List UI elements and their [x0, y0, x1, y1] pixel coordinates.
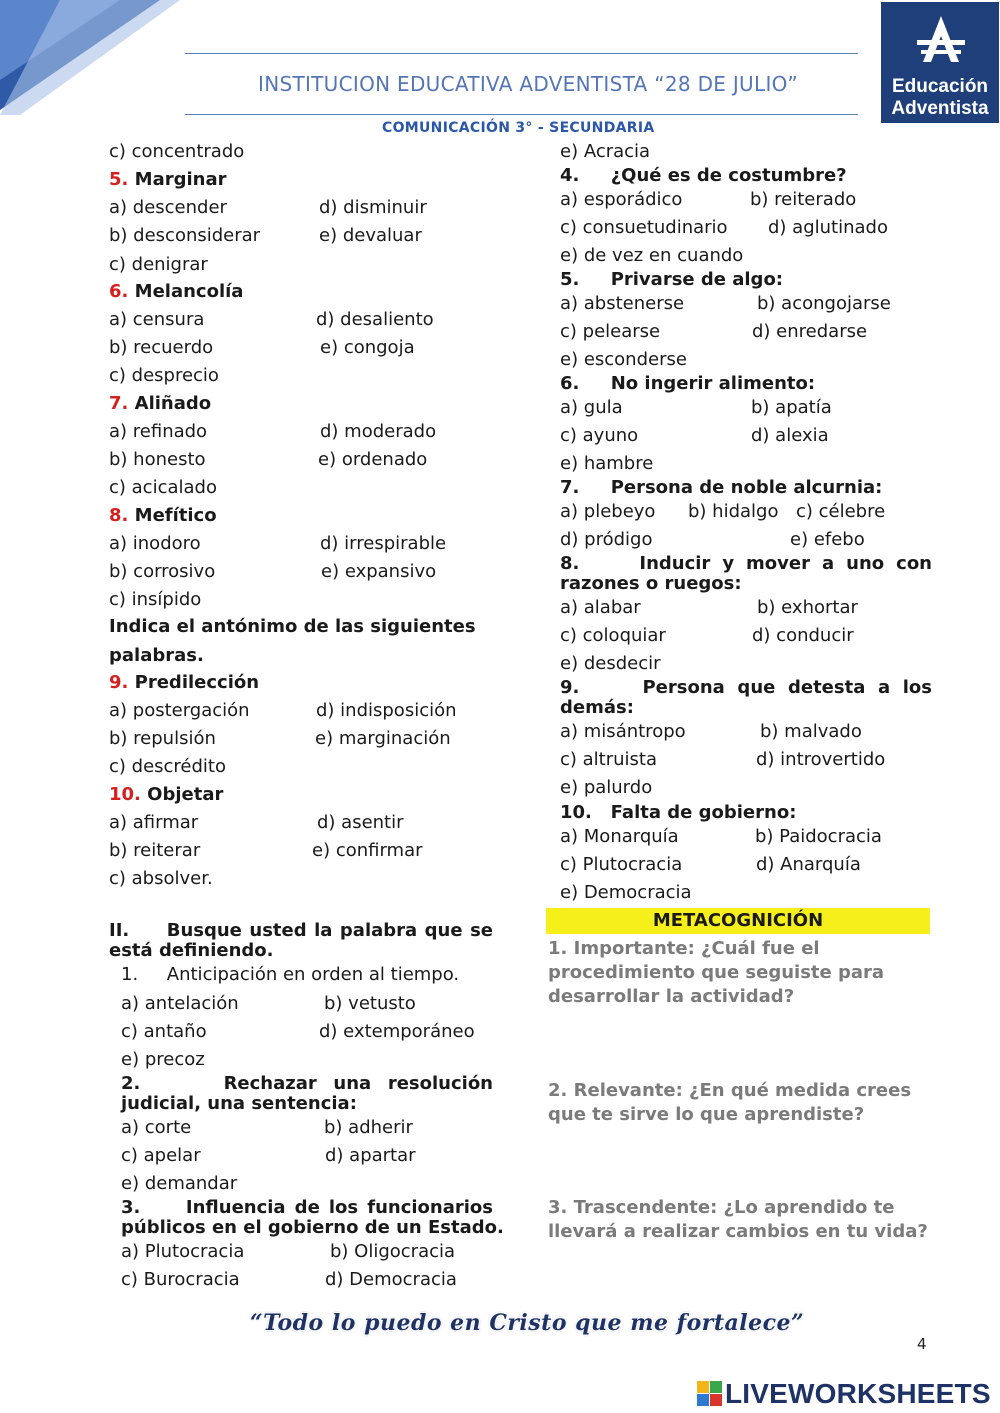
option-e: e) efebo	[790, 529, 865, 550]
option-d: d) aglutinado	[768, 217, 888, 238]
option-a: a) corte	[121, 1117, 192, 1138]
option-c: c) célebre	[796, 501, 886, 522]
option-c: c) descrédito	[109, 756, 226, 777]
question-number: 8.	[109, 505, 129, 526]
metacognition-q1-line1: 1. Importante: ¿Cuál fue el	[548, 938, 820, 959]
education-logo	[881, 2, 999, 123]
question-number: 7.	[109, 393, 129, 414]
liveworksheets-logo-icon	[697, 1381, 723, 1407]
question-word: Mefítico	[134, 505, 217, 526]
option-e: e) palurdo	[560, 777, 653, 798]
motto-banner: “Todo lo puedo en Cristo que me fortalece”	[250, 1310, 805, 1336]
option-a: a) alabar	[560, 597, 641, 618]
question-heading: 7. Persona de noble alcurnia:	[560, 477, 883, 498]
option-b: b) recuerdo	[109, 337, 214, 358]
question-line2: demás:	[560, 697, 634, 718]
metacognition-q1-line3: desarrollar la actividad?	[548, 986, 795, 1007]
option-a: a) gula	[560, 397, 623, 418]
option-d: d) introvertido	[756, 749, 886, 770]
option-e: e) de vez en cuando	[560, 245, 744, 266]
question-heading	[109, 505, 217, 527]
definition-line2: judicial, una sentencia:	[121, 1093, 357, 1114]
option-d: d) extemporáneo	[319, 1021, 475, 1042]
option-a: a) censura	[109, 309, 205, 330]
definition-line1: 2. Rechazar una resolución	[121, 1073, 493, 1094]
option-a: a) Monarquía	[560, 826, 679, 847]
section-2-title-line2: está definiendo.	[109, 940, 274, 961]
option-c: c) absolver.	[109, 868, 213, 889]
question-heading	[109, 393, 211, 415]
header-line-top	[185, 53, 858, 54]
option-b: b) reiterado	[750, 189, 857, 210]
antonym-instruction-line1: Indica el antónimo de las siguientes	[109, 616, 476, 637]
option-b: b) adherir	[324, 1117, 413, 1138]
option-d: d) disminuir	[319, 197, 427, 218]
question-heading	[109, 169, 226, 191]
option-b: b) hidalgo	[688, 501, 779, 522]
option-b: b) repulsión	[109, 728, 216, 749]
liveworksheets-text: LIVEWORKSHEETS	[725, 1378, 991, 1409]
question-line1: 9. Persona que detesta a los	[560, 677, 932, 698]
option-e: e) congoja	[320, 337, 415, 358]
question-line2: razones o ruegos:	[560, 573, 742, 594]
metacognition-q2-line1: 2. Relevante: ¿En qué medida crees	[548, 1080, 912, 1101]
option-d: d) indisposición	[316, 700, 457, 721]
option-a: a) abstenerse	[560, 293, 685, 314]
question-line1: 8. Inducir y mover a uno con	[560, 553, 932, 574]
option-c: c) denigrar	[109, 254, 208, 275]
antonym-instruction-line2: palabras.	[109, 645, 204, 666]
metacognition-q2-line2: que te sirve lo que aprendiste?	[548, 1104, 865, 1125]
option-c: c) Burocracia	[121, 1269, 240, 1290]
header-line-bottom	[185, 114, 858, 115]
option-b: b) exhortar	[757, 597, 858, 618]
option-e: e) demandar	[121, 1173, 238, 1194]
option-b: b) Oligocracia	[330, 1241, 456, 1262]
corner-decoration	[0, 0, 180, 115]
option-c: c) acicalado	[109, 477, 217, 498]
option-d: d) pródigo	[560, 529, 653, 550]
section-2-title-line1: II. Busque usted la palabra que se	[109, 920, 493, 941]
option-c: c) antaño	[121, 1021, 207, 1042]
question-word: Objetar	[147, 784, 224, 805]
option-d: d) Anarquía	[756, 854, 861, 875]
question-word: Aliñado	[134, 393, 212, 414]
logo-emblem-icon	[881, 2, 999, 72]
option-e: e) expansivo	[321, 561, 437, 582]
question-heading: 4. ¿Qué es de costumbre?	[560, 165, 847, 186]
option-b: b) reiterar	[109, 840, 201, 861]
metacognition-q1-line2: procedimiento que seguiste para	[548, 962, 885, 983]
option-b: b) acongojarse	[757, 293, 891, 314]
option-a: a) afirmar	[109, 812, 199, 833]
question-word: Melancolía	[134, 281, 244, 302]
subject-title: COMUNICACIÓN 3° - SECUNDARIA	[382, 120, 655, 136]
option-d: d) irrespirable	[320, 533, 447, 554]
option-b: b) vetusto	[324, 993, 416, 1014]
option-e: e) Acracia	[560, 141, 651, 162]
option-b: b) honesto	[109, 449, 206, 470]
option-e: e) hambre	[560, 453, 654, 474]
option-a: a) Plutocracia	[121, 1241, 245, 1262]
option-d: d) enredarse	[752, 321, 868, 342]
option-a: a) plebeyo	[560, 501, 656, 522]
question-word: Marginar	[134, 169, 227, 190]
option-a: a) misántropo	[560, 721, 686, 742]
question-heading: 5. Privarse de algo:	[560, 269, 784, 290]
option-b: b) apatía	[751, 397, 832, 418]
school-name: INSTITUCION EDUCATIVA ADVENTISTA “28 DE JULIO”	[258, 72, 798, 96]
metacognition-title: METACOGNICIÓN	[546, 908, 930, 934]
option-e: e) devaluar	[319, 225, 422, 246]
option-c: c) coloquiar	[560, 625, 666, 646]
option-b: b) corrosivo	[109, 561, 216, 582]
option-e: e) ordenado	[318, 449, 428, 470]
option-b: b) Paidocracia	[755, 826, 882, 847]
definition-line1: 3. Influencia de los funcionarios	[121, 1197, 493, 1218]
option-e: e) Democracia	[560, 882, 692, 903]
page-number: 4	[917, 1335, 927, 1353]
option-e: e) desdecir	[560, 653, 661, 674]
option-b: b) malvado	[760, 721, 862, 742]
option-a: a) antelación	[121, 993, 239, 1014]
option-c: c) altruista	[560, 749, 658, 770]
logo-line2: Adventista	[891, 98, 989, 119]
option-text: c) concentrado	[109, 141, 245, 162]
option-c: c) ayuno	[560, 425, 639, 446]
option-a: a) postergación	[109, 700, 250, 721]
option-d: d) asentir	[317, 812, 404, 833]
option-d: d) moderado	[320, 421, 437, 442]
option-e: e) confirmar	[312, 840, 423, 861]
option-a: a) inodoro	[109, 533, 201, 554]
logo-line1: Educación	[891, 76, 989, 97]
option-e: e) marginación	[315, 728, 451, 749]
option-c: c) desprecio	[109, 365, 219, 386]
option-e: e) esconderse	[560, 349, 687, 370]
option-b: b) desconsiderar	[109, 225, 261, 246]
question-heading: 6. No ingerir alimento:	[560, 373, 816, 394]
question-heading	[109, 672, 259, 694]
option-c: c) pelearse	[560, 321, 661, 342]
question-number: 9.	[109, 672, 129, 693]
metacognition-q3-line2: llevará a realizar cambios en tu vida?	[548, 1221, 928, 1242]
option-c: c) insípido	[109, 589, 202, 610]
option-a: a) refinado	[109, 421, 208, 442]
question-heading	[109, 784, 223, 806]
option-d: d) apartar	[325, 1145, 416, 1166]
definition-text: 1. Anticipación en orden al tiempo.	[121, 964, 460, 985]
option-c: c) consuetudinario	[560, 217, 728, 238]
question-heading: 10. Falta de gobierno:	[560, 802, 797, 823]
question-number: 6.	[109, 281, 129, 302]
option-c: c) Plutocracia	[560, 854, 683, 875]
option-d: d) alexia	[751, 425, 829, 446]
option-d: d) desaliento	[316, 309, 434, 330]
option-c: c) apelar	[121, 1145, 201, 1166]
option-d: d) conducir	[752, 625, 854, 646]
option-e: e) precoz	[121, 1049, 205, 1070]
definition-line2: públicos en el gobierno de un Estado.	[121, 1217, 504, 1238]
question-word: Predilección	[134, 672, 260, 693]
question-number: 10.	[109, 784, 141, 805]
option-a: a) esporádico	[560, 189, 683, 210]
metacognition-q3-line1: 3. Trascendente: ¿Lo aprendido te	[548, 1197, 895, 1218]
question-heading	[109, 281, 243, 303]
question-number: 5.	[109, 169, 129, 190]
option-a: a) descender	[109, 197, 227, 218]
option-d: d) Democracia	[325, 1269, 457, 1290]
